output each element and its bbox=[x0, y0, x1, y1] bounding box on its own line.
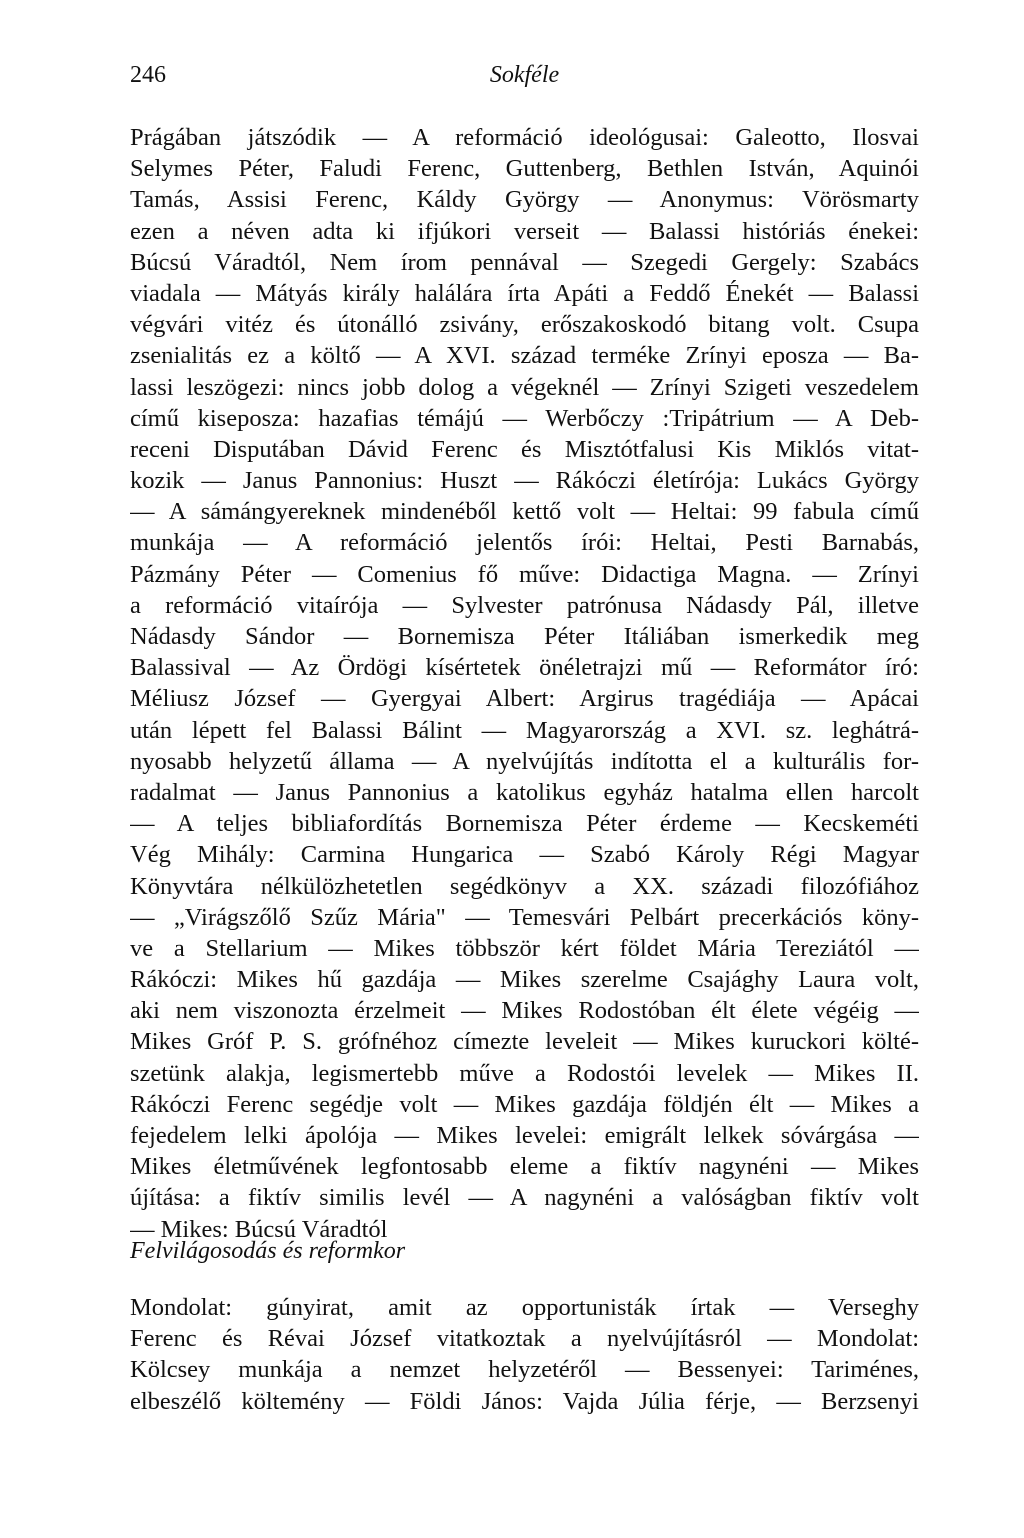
text-line: munkája — A reformáció jelentős írói: Heltai, Pesti Barnabás, bbox=[130, 529, 919, 557]
body-paragraph bbox=[130, 1292, 919, 1417]
text-line: Pázmány Péter — Comenius fő műve: Didactiga Magna. — Zrínyi bbox=[130, 560, 919, 588]
text-line: Könyvtára nélkülözhetetlen segédkönyv a XX. századi filozófiához bbox=[130, 872, 919, 900]
text-line: fejedelem lelki ápolója — Mikes levelei: emigrált lelkek sóvárgása — bbox=[130, 1122, 919, 1149]
text-line: újítása: a fiktív similis levél — A nagynéni a valóságban fiktív volt bbox=[130, 1184, 919, 1212]
text-line: Ferenc és Révai József vitatkoztak a nyelvújításról — Mondolat: bbox=[130, 1325, 919, 1353]
text-line: ezen a néven adta ki ifjúkori verseit — Balassi históriás énekei: bbox=[130, 217, 919, 245]
text-line: Mikes Gróf P. S. grófnéhoz címezte leveleit — Mikes kuruckori költé- bbox=[130, 1028, 919, 1056]
text-line: a reformáció vitaírója — Sylvester patrónusa Nádasdy Pál, illetve bbox=[130, 591, 919, 619]
text-line: aki nem viszonozta érzelmeit — Mikes Rodostóban élt élete végéig — bbox=[130, 997, 919, 1025]
body-paragraph bbox=[130, 122, 919, 1245]
text-line: szetünk alakja, legismertebb műve a Rodostói levelek — Mikes II. bbox=[130, 1059, 919, 1087]
text-line: lassi leszögezi: nincs jobb dolog a végeknél — Zrínyi Szigeti veszedelem bbox=[130, 373, 919, 401]
text-line: Kölcsey munkája a nemzet helyzetéről — Bessenyei: Tariménes, bbox=[130, 1356, 919, 1384]
text-line: — Mikes: Búcsú Váradtól bbox=[130, 1215, 388, 1243]
text-line: Balassival — Az Ördögi kísértetek önéletrajzi mű — Reformátor író: bbox=[130, 654, 919, 682]
text-line: után lépett fel Balassi Bálint — Magyarország a XVI. sz. leghátrá- bbox=[130, 716, 919, 744]
text-line: Tamás, Assisi Ferenc, Káldy György — Anonymus: Vörösmarty bbox=[130, 186, 919, 214]
text-line: Rákóczi Ferenc segédje volt — Mikes gazdája földjén élt — Mikes a bbox=[130, 1090, 919, 1118]
text-line: Méliusz József — Gyergyai Albert: Argirus tragédiája — Apácai bbox=[130, 685, 919, 713]
text-line: kozik — Janus Pannonius: Huszt — Rákóczi életírója: Lukács György bbox=[130, 467, 919, 495]
text-line: — A teljes bibliafordítás Bornemisza Péter érdeme — Kecskeméti bbox=[130, 810, 919, 838]
text-line: Vég Mihály: Carmina Hungarica — Szabó Károly Régi Magyar bbox=[130, 841, 919, 869]
text-line: Rákóczi: Mikes hű gazdája — Mikes szerelme Csajághy Laura volt, bbox=[130, 966, 919, 994]
text-line: Selymes Péter, Faludi Ferenc, Guttenberg, Bethlen István, Aquinói bbox=[130, 155, 919, 183]
text-line: végvári vitéz és útonálló zsivány, erőszakoskodó bitang volt. Csupa bbox=[130, 311, 919, 339]
text-line: zsenialitás ez a költő — A XVI. század terméke Zrínyi eposza — Ba- bbox=[130, 342, 919, 370]
text-line: viadala — Mátyás király halálára írta Apáti a Feddő Énekét — Balassi bbox=[130, 279, 919, 307]
running-title: Sokféle bbox=[489, 62, 560, 88]
text-line: — „Virágszőlő Szűz Mária" — Temesvári Pelbárt precerkációs köny- bbox=[130, 903, 919, 931]
text-line: Mikes életművének legfontosabb eleme a fiktív nagynéni — Mikes bbox=[130, 1153, 919, 1181]
text-line: című kiseposza: hazafias témájú — Werbőczy :Tripátrium — A Deb- bbox=[130, 404, 919, 432]
text-line: Prágában játszódik — A reformáció ideológusai: Galeotto, Ilosvai bbox=[130, 124, 919, 151]
text-line: Búcsú Váradtól, Nem írom pennával — Szegedi Gergely: Szabács bbox=[130, 248, 919, 276]
text-line: radalmat — Janus Pannonius a katolikus egyház hatalma ellen harcolt bbox=[130, 778, 919, 806]
text-line: Nádasdy Sándor — Bornemisza Péter Itáliában ismerkedik meg bbox=[130, 623, 919, 650]
page-header bbox=[130, 62, 919, 102]
section-heading: Felvilágosodás és reformkor bbox=[130, 1238, 406, 1264]
text-line: ve a Stellarium — Mikes többször kért földet Mária Tereziától — bbox=[130, 934, 919, 962]
text-line: Mondolat: gúnyirat, amit az opportunisták írtak — Verseghy bbox=[130, 1294, 919, 1321]
text-line: elbeszélő költemény — Földi János: Vajda Júlia férje, — Berzsenyi bbox=[130, 1387, 919, 1415]
text-line: nyosabb helyzetű állama — A nyelvújítás indította el a kulturális for- bbox=[130, 747, 919, 775]
text-line: — A sámángyereknek mindenéből kettő volt — Heltai: 99 fabula című bbox=[130, 498, 919, 526]
text-line: receni Disputában Dávid Ferenc és Misztótfalusi Kis Miklós vitat- bbox=[130, 435, 919, 463]
page-number: 246 bbox=[130, 62, 166, 88]
